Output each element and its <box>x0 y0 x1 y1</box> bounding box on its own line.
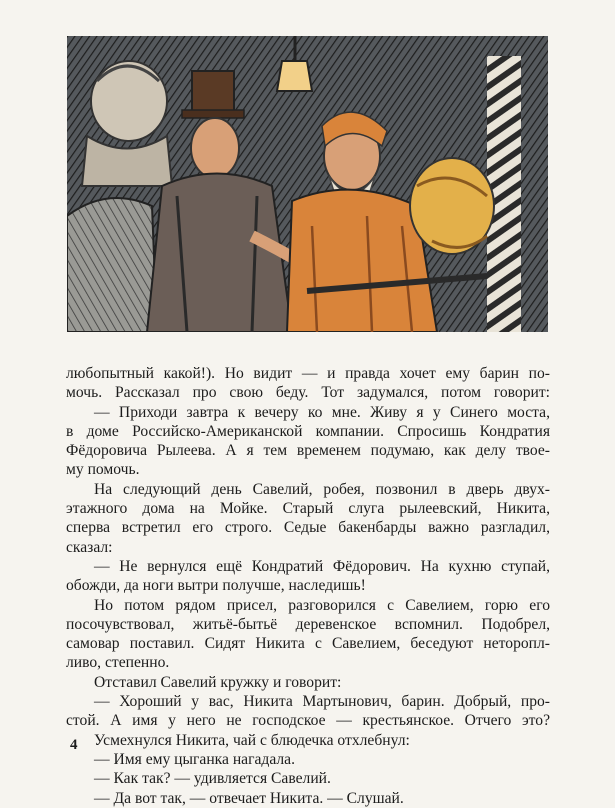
text-line: На следующий день Савелий, робея, позвонил в дверь двух- <box>94 480 550 498</box>
text-line: му помочь. <box>66 461 140 479</box>
text-line: — Приходи завтра к вечеру ко мне. Живу я у Синего моста, <box>94 403 550 421</box>
story-text <box>66 364 550 808</box>
text-line: Но потом рядом присел, разговорился с Савелием, горю его <box>94 596 550 614</box>
text-line: посочувствовал, житьё-бытьё деревенское вспомнил. Подобрел, <box>66 615 550 633</box>
text-line: — Имя ему цыганка нагадала. <box>94 750 295 768</box>
text-line: самовар поставил. Сидят Никита с Савелием, беседуют неторопл- <box>66 635 550 653</box>
text-line: обожди, да ноги вытри получше, наследишь! <box>66 577 366 595</box>
text-line: этажного дома на Мойке. Старый слуга рылеевский, Никита, <box>66 500 550 518</box>
page-number: 4 <box>70 737 78 753</box>
text-line: — Да вот так, — отвечает Никита. — Слушай. <box>94 789 404 807</box>
text-line: сперва встретил его строго. Седые бакенбарды важно разгладил, <box>66 519 550 537</box>
text-line: любопытный какой!). Но видит — и правда хочет ему барин по- <box>66 365 550 382</box>
illustration <box>67 36 548 332</box>
background-figure <box>67 198 157 332</box>
text-line: сказал: <box>66 538 113 556</box>
text-line: Усмехнулся Никита, чай с блюдечка отхлебнул: <box>94 731 410 749</box>
text-line: Отставил Савелий кружку и говорит: <box>94 673 342 691</box>
peasant-bundle <box>410 158 494 254</box>
text-line: — Хороший у вас, Никита Мартынович, барин. Добрый, про- <box>94 693 550 711</box>
text-line: — Не вернулся ещё Кондратий Фёдорович. На кухню ступай, <box>94 557 550 575</box>
text-line: мочь. Рассказал про свою беду. Тот задумался, потом говорит: <box>66 384 550 402</box>
text-line: ливо, степенно. <box>66 654 170 672</box>
text-line: Фёдоровича Рылеева. А я тем временем подумаю, как делу твое- <box>66 442 550 460</box>
text-line: в доме Российско-Американской компании. Спросишь Кондратия <box>66 422 550 440</box>
text-line: — Как так? — удивляется Савелий. <box>94 770 331 788</box>
text-line: стой. А имя у него не господское — крестьянское. Отчего это? <box>66 712 550 730</box>
